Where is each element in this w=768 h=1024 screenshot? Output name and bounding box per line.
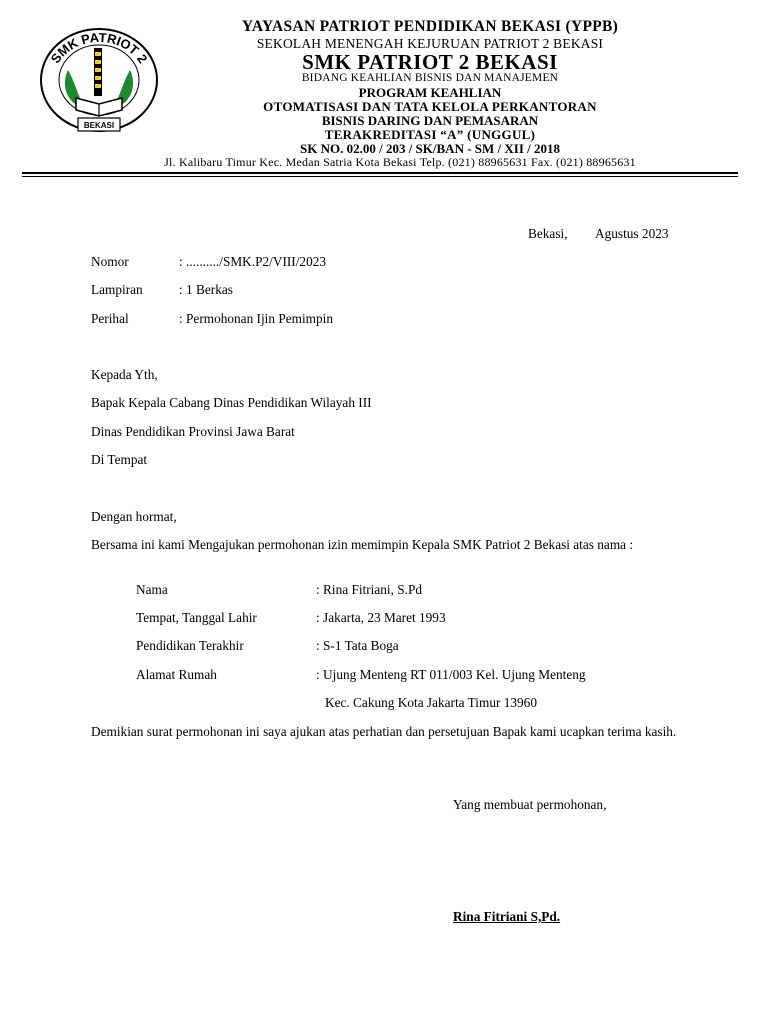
school-logo-icon xyxy=(38,26,160,140)
detail-label-pendidikan: Pendidikan Terakhir xyxy=(136,638,244,653)
decree-number: SK NO. 02.00 / 203 / SK/BAN - SM / XII / 2018 xyxy=(299,141,561,156)
detail-label-nama: Nama xyxy=(136,582,168,597)
logo-ring-text: SMK PATRIOT 2 xyxy=(47,29,151,67)
recipient-line: Bapak Kepala Cabang Dinas Pendidikan Wilayah III xyxy=(91,395,372,410)
logo-badge-text: BEKASI xyxy=(83,121,115,130)
greeting: Dengan hormat, xyxy=(91,509,177,524)
meta-label-lampiran: Lampiran xyxy=(91,282,143,297)
recipient-line: Kepada Yth, xyxy=(91,367,158,382)
meta-value-nomor: : ........../SMK.P2/VIII/2023 xyxy=(179,254,327,269)
letterhead xyxy=(0,0,768,180)
letterhead-divider-thick xyxy=(22,172,738,174)
signature-label: Yang membuat permohonan, xyxy=(453,797,607,812)
school-name: SMK PATRIOT 2 BEKASI xyxy=(302,50,558,74)
signature-name: Rina Fitriani S,Pd. xyxy=(453,909,561,924)
field-of-study: BIDANG KEAHLIAN BISNIS DAN MANAJEMEN xyxy=(301,72,559,84)
recipient-line: Dinas Pendidikan Provinsi Jawa Barat xyxy=(91,424,295,439)
letter-place: Bekasi, xyxy=(528,226,568,241)
foundation-name: YAYASAN PATRIOT PENDIDIKAN BEKASI (YPPB) xyxy=(241,18,619,35)
letterhead-divider-thin xyxy=(22,176,738,177)
detail-value-pendidikan: : S-1 Tata Boga xyxy=(316,638,399,653)
detail-value-nama: : Rina Fitriani, S.Pd xyxy=(316,582,423,597)
detail-value-alamat: : Ujung Menteng RT 011/003 Kel. Ujung Menteng xyxy=(316,667,586,682)
closing-paragraph: Demikian surat permohonan ini saya ajukan atas perhatian dan persetujuan Bapak kami ucapkan terima kasih. xyxy=(91,724,677,739)
program-one: OTOMATISASI DAN TATA KELOLA PERKANTORAN xyxy=(263,99,597,114)
program-two: BISNIS DARING DAN PEMASARAN xyxy=(321,113,539,128)
meta-value-perihal: : Permohonan Ijin Pemimpin xyxy=(179,311,334,326)
detail-value-alamat-cont: Kec. Cakung Kota Jakarta Timur 13960 xyxy=(325,695,537,710)
detail-label-ttl: Tempat, Tanggal Lahir xyxy=(136,610,257,625)
accreditation: TERAKREDITASI “A” (UNGGUL) xyxy=(324,127,536,142)
meta-label-nomor: Nomor xyxy=(91,254,129,269)
recipient-line: Di Tempat xyxy=(91,452,148,467)
intro-paragraph: Bersama ini kami Mengajukan permohonan izin memimpin Kepala SMK Patriot 2 Bekasi atas nama : xyxy=(91,537,634,552)
letter-date: Agustus 2023 xyxy=(595,226,669,241)
school-full-name: SEKOLAH MENENGAH KEJURUAN PATRIOT 2 BEKASI xyxy=(256,36,604,51)
detail-label-alamat: Alamat Rumah xyxy=(136,667,217,682)
meta-label-perihal: Perihal xyxy=(91,311,129,326)
program-heading: PROGRAM KEAHLIAN xyxy=(358,85,502,100)
school-address: Jl. Kalibaru Timur Kec. Medan Satria Kota Bekasi Telp. (021) 88965631 Fax. (021) 88965631 xyxy=(164,155,636,169)
detail-value-ttl: : Jakarta, 23 Maret 1993 xyxy=(316,610,446,625)
meta-value-lampiran: : 1 Berkas xyxy=(179,282,233,297)
